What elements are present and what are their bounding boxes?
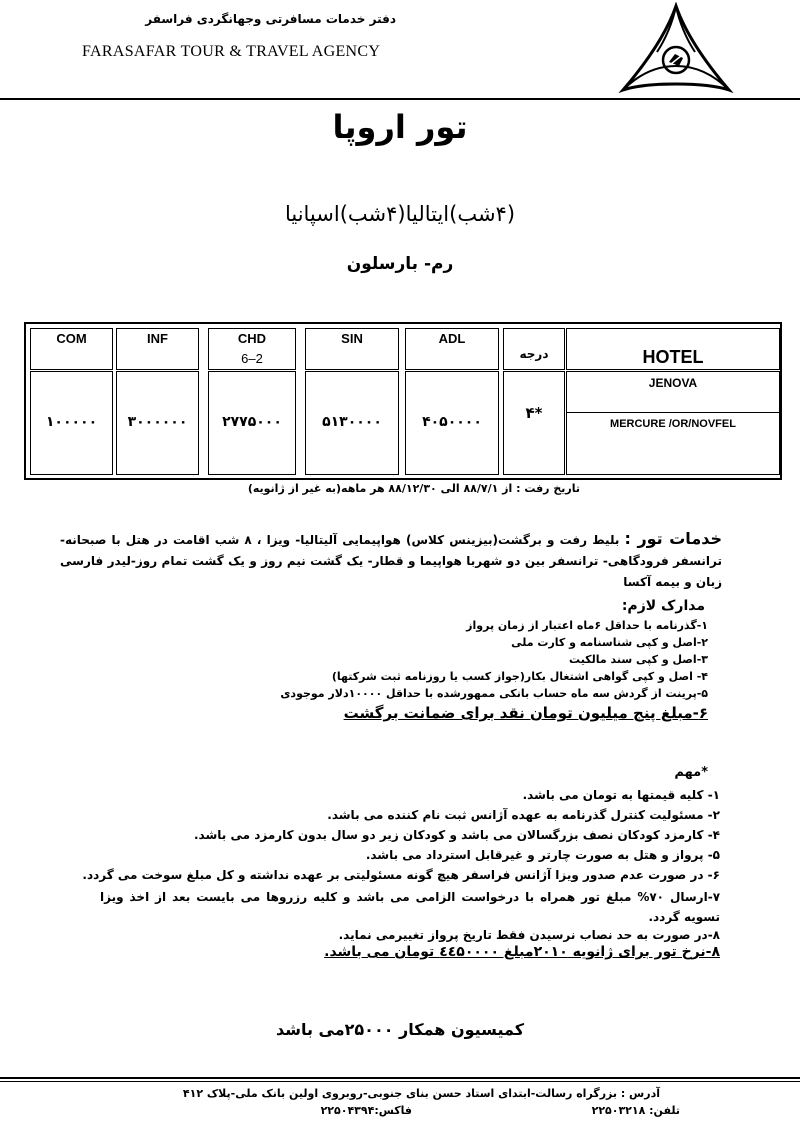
important-title: *مهم bbox=[674, 765, 708, 780]
hotel-divider bbox=[567, 412, 779, 413]
important-item: ۶- در صورت عدم صدور ویزا آژانس فراسفر هیچ گونه مسئولیتی بر عهده نداشته و کل مبلغ سوخت می گردد. bbox=[82, 868, 720, 882]
document-item: ۳-اصل و کپی سند مالکیت bbox=[569, 653, 708, 666]
header-cell-hotel bbox=[566, 328, 780, 370]
header-cell-grade bbox=[503, 328, 565, 370]
header-cell-chd bbox=[208, 328, 296, 370]
header-grade-label: درجه bbox=[519, 347, 549, 361]
value-cell-sin bbox=[305, 371, 399, 475]
header-com-label: COM bbox=[56, 331, 87, 346]
services-label: خدمات تور : bbox=[624, 529, 722, 548]
important-item: ۴- کارمزد کودکان نصف بزرگسالان می باشد و کودکان زیر دو سال بدون کارمزد می باشد. bbox=[193, 828, 720, 842]
document-item: ۴- اصل و کپی گواهی اشتغال بکار(جواز کسب یا روزنامه ثبت شرکتها) bbox=[331, 670, 708, 683]
hotel-name-2: MERCURE /OR/NOVFEL bbox=[610, 418, 736, 430]
route-cities: رم- بارسلون bbox=[346, 254, 454, 274]
header-cell-sin bbox=[305, 328, 399, 370]
header-cell-inf bbox=[116, 328, 199, 370]
document-item: ۵-پرینت از گردش سه ماه حساب بانکی ممهورشده با حداقل ۱۰۰۰۰دلار موجودی bbox=[280, 687, 708, 700]
header-chd-label: CHD bbox=[237, 331, 267, 346]
footer-phone: تلفن: ۲۲۵۰۳۲۱۸ bbox=[591, 1104, 680, 1117]
header-sin-label: SIN bbox=[341, 331, 363, 346]
value-cell-com bbox=[30, 371, 113, 475]
value-sin: ۵۱۳۰۰۰۰ bbox=[322, 414, 382, 430]
important-item-7: ۷-ارسال ۷۰% مبلغ تور همراه با درخواست الزامی می باشد و کلیه رزروها می بایست بعد از اخذ ویزا تسویه گردد. bbox=[100, 890, 721, 924]
value-chd: ۲۷۷۵۰۰۰ bbox=[222, 414, 282, 430]
header-divider bbox=[0, 98, 800, 100]
header-hotel-label: HOTEL bbox=[642, 347, 704, 367]
price-table bbox=[24, 322, 782, 480]
important-item-8b: ۸-نرخ تور برای ژانویه ۲۰۱۰مبلغ ٤٤۵۰۰۰۰ تومان می باشد. bbox=[324, 944, 720, 960]
value-inf: ۳۰۰۰۰۰۰ bbox=[127, 414, 188, 430]
document-item-guarantee: ۶-مبلغ پنج میلیون تومان نقد برای ضمانت برگشت bbox=[343, 704, 708, 722]
header-inf-label: INF bbox=[147, 331, 168, 346]
services-text: بلیط رفت و برگشت(بیزینس کلاس) هواپیمایی آلیتالیا- ویزا ، ۸ شب اقامت در هتل با صبحانه- ترانسفر فرودگاهی- ترانسفر بین دو شهربا هواپیما و قطار- یک گشت نیم روز و یک گشت تمام روز-لیدر فارسی زبان و بیمه آکسا bbox=[60, 533, 722, 589]
value-cell-adl bbox=[405, 371, 499, 475]
documents-title: مدارک لازم: bbox=[621, 598, 705, 614]
footer-address: آدرس : بزرگراه رسالت-ابتدای استاد حسن بنای جنوبی-روبروی اولین بانک ملی-پلاک ۴۱۲ bbox=[182, 1087, 660, 1100]
triangle-emblem-icon bbox=[617, 2, 735, 98]
value-cell-hotel bbox=[566, 371, 780, 475]
agency-name-english: FARASAFAR TOUR & TRAVEL AGENCY bbox=[82, 43, 381, 60]
important-item: ۱- کلیه قیمتها به تومان می باشد. bbox=[522, 788, 720, 802]
document-item: ۱-گذرنامه با حداقل ۶ماه اعتبار از زمان پرواز bbox=[466, 619, 708, 632]
departure-dates: تاریخ رفت : از ۸۸/۷/۱ الی ۸۸/۱۲/۳۰ هر ماهه(به غیر از ژانویه) bbox=[247, 482, 580, 495]
header-chd-age: 6–2 bbox=[241, 351, 263, 366]
page-title: تور اروپا bbox=[332, 108, 468, 146]
route-subtitle: (۴شب)ایتالیا(۴شب)اسپانیا bbox=[284, 202, 516, 226]
header-cell-com bbox=[30, 328, 113, 370]
tour-services bbox=[60, 528, 722, 593]
partner-commission: کمیسیون همکار ۲۵۰۰۰می باشد bbox=[275, 1020, 525, 1039]
value-com: ۱۰۰۰۰۰ bbox=[45, 414, 98, 430]
important-item-8a: ۸-در صورت به حد نصاب نرسیدن فقط تاریخ پرواز تغییرمی نماید. bbox=[338, 928, 720, 942]
header-cell-adl bbox=[405, 328, 499, 370]
footer-divider-thin bbox=[0, 1081, 800, 1082]
value-adl: ۴۰۵۰۰۰۰ bbox=[422, 414, 482, 430]
important-item: ۵- پرواز و هتل به صورت چارتر و غیرقابل استرداد می باشد. bbox=[365, 848, 720, 862]
important-item: ۲- مسئولیت کنترل گذرنامه به عهده آژانس ثبت نام کننده می باشد. bbox=[327, 808, 720, 822]
value-cell-chd bbox=[208, 371, 296, 475]
document-item: ۲-اصل و کپی شناسنامه و کارت ملی bbox=[511, 636, 708, 649]
agency-name-persian: دفتر خدمات مسافرتی وجهانگردی فراسفر bbox=[145, 12, 396, 26]
value-cell-grade bbox=[503, 371, 565, 475]
value-cell-inf bbox=[116, 371, 199, 475]
footer-divider bbox=[0, 1077, 800, 1079]
value-grade: *۴ bbox=[525, 404, 543, 422]
header-adl-label: ADL bbox=[438, 331, 466, 346]
footer-fax: فاکس:۲۲۵۰۴۳۹۴ bbox=[320, 1104, 412, 1117]
hotel-name-1: JENOVA bbox=[648, 376, 698, 390]
